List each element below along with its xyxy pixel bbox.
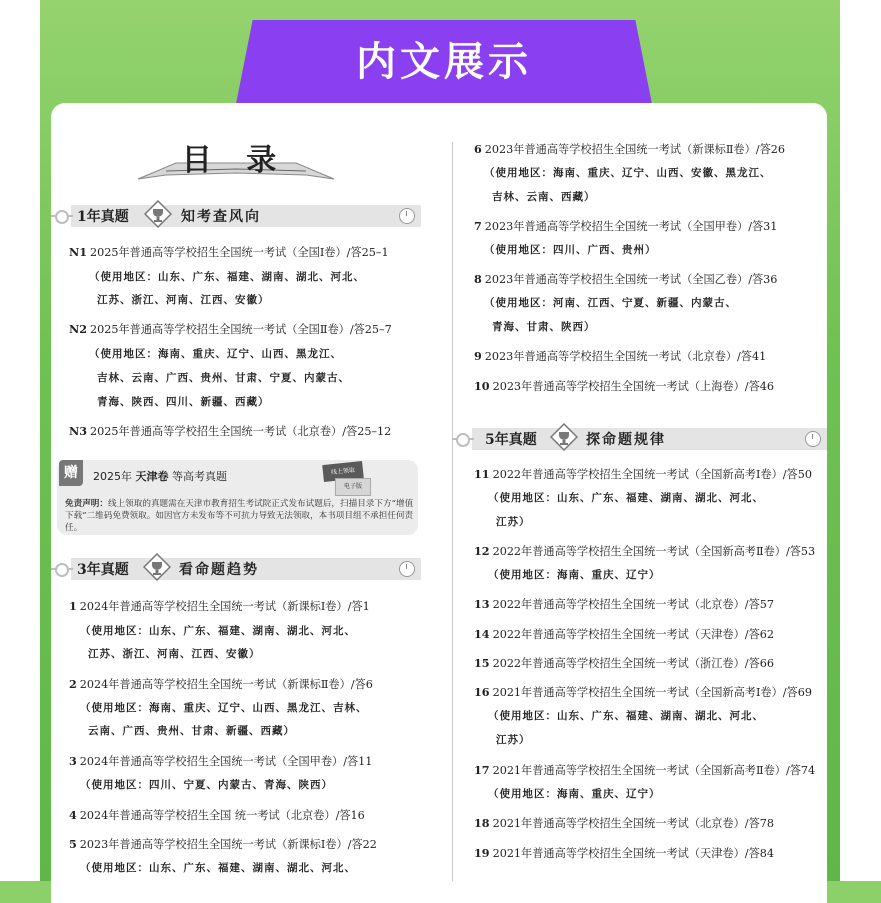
toc-entry-8: 8 2023年普通高等学校招生全国统一考试（全国乙卷）/答36 <box>474 272 778 286</box>
section-label: 5年真题 <box>485 432 537 448</box>
usage-regions: （使用地区：海南、重庆、辽宁、山西、安徽、黑龙江、 <box>484 167 772 179</box>
usage-regions: 青海、陕西、四川、新疆、西藏） <box>97 396 270 408</box>
usage-regions: 云南、广西、贵州、甘肃、新疆、西藏） <box>88 725 295 737</box>
trophy-badge-icon <box>550 423 578 451</box>
toc-entry-3: 3 2024年普通高等学校招生全国统一考试（全国甲卷）/答11 <box>69 754 373 768</box>
section-label: 1年真题 <box>77 209 129 225</box>
usage-regions: （使用地区：山东、广东、福建、湖南、湖北、河北、 <box>80 862 356 874</box>
clock-icon <box>805 431 821 447</box>
toc-entry-10: 10 2023年普通高等学校招生全国统一考试（上海卷）/答46 <box>474 379 774 393</box>
section-header-1yr <box>51 205 421 227</box>
usage-regions: （使用地区：山东、广东、福建、湖南、湖北、河北、 <box>80 625 356 637</box>
clock-icon <box>399 561 415 577</box>
toc-entry-9: 9 2023年普通高等学校招生全国统一考试（北京卷）/答41 <box>474 349 767 363</box>
usage-regions: 吉林、云南、西藏） <box>492 191 596 203</box>
usage-regions: 江苏） <box>496 734 531 746</box>
gift-notice-box <box>57 460 418 535</box>
usage-regions: （使用地区：海南、重庆、辽宁、山西、黑龙江、 <box>89 348 342 360</box>
usage-regions: （使用地区：河南、江西、宁夏、新疆、内蒙古、 <box>484 297 737 309</box>
toc-title: 目 录 <box>181 143 289 178</box>
toc-entry-n1: N1 2025年普通高等学校招生全国统一考试（全国Ⅰ卷）/答25–1 <box>69 245 389 259</box>
usage-regions: （使用地区：四川、广西、贵州） <box>484 244 657 256</box>
toc-entry-13: 13 2022年普通高等学校招生全国统一考试（北京卷）/答57 <box>474 597 774 611</box>
toc-entry-11: 11 2022年普通高等学校招生全国统一考试（全国新高考Ⅰ卷）/答50 <box>474 467 812 481</box>
section-header-3yr <box>51 558 421 580</box>
digital-stamp: 电子版 <box>335 478 371 496</box>
section-subtitle: 探命题规律 <box>586 432 666 448</box>
trophy-badge-icon <box>144 200 172 228</box>
online-stamp: 线上领取 <box>322 461 364 482</box>
toc-entry-n3: N3 2025年普通高等学校招生全国统一考试（北京卷）/答25–12 <box>69 424 392 438</box>
gift-title: 2025年 天津卷 等高考真题 <box>93 470 227 483</box>
usage-regions: 江苏、浙江、河南、江西、安徽） <box>88 648 261 660</box>
trophy-badge-icon <box>143 553 171 581</box>
toc-entry-17: 17 2021年普通高等学校招生全国统一考试（全国新高考Ⅱ卷）/答74 <box>474 763 816 777</box>
section-dot-icon <box>55 563 69 577</box>
disclaimer-text: 免责声明：线上领取的真题需在天津市教育招生考试院正式发布试题后，扫描目录下方“增值下载”二维码免费领取。如因官方未发布等不可抗力导致无法领取，本书项目组不承担任何责任。 <box>65 499 414 533</box>
toc-heading <box>140 135 340 183</box>
usage-regions: （使用地区：山东、广东、福建、湖南、湖北、河北、 <box>89 271 365 283</box>
toc-entry-7: 7 2023年普通高等学校招生全国统一考试（全国甲卷）/答31 <box>474 219 778 233</box>
usage-regions: 青海、甘肃、陕西） <box>492 321 596 333</box>
usage-regions: 吉林、云南、广西、贵州、甘肃、宁夏、内蒙古、 <box>97 372 350 384</box>
toc-entry-1: 1 2024年普通高等学校招生全国统一考试（新课标Ⅰ卷）/答1 <box>69 599 370 613</box>
column-divider <box>452 142 453 881</box>
toc-entry-6: 6 2023年普通高等学校招生全国统一考试（新课标Ⅱ卷）/答26 <box>474 142 786 156</box>
usage-regions: （使用地区：山东、广东、福建、湖南、湖北、河北、 <box>488 492 764 504</box>
usage-regions: 江苏、浙江、河南、江西、安徽） <box>97 294 270 306</box>
right-margin <box>840 0 881 881</box>
banner-title: 内文展示 <box>356 39 532 85</box>
toc-entry-n2: N2 2025年普通高等学校招生全国统一考试（全国Ⅱ卷）/答25–7 <box>69 322 392 336</box>
toc-entry-16: 16 2021年普通高等学校招生全国统一考试（全国新高考Ⅰ卷）/答69 <box>474 685 812 699</box>
toc-entry-4: 4 2024年普通高等学校招生全国 统一考试（北京卷）/答16 <box>69 808 365 822</box>
section-subtitle: 知考查风向 <box>181 209 261 225</box>
section-dot-icon <box>55 210 69 224</box>
toc-entry-14: 14 2022年普通高等学校招生全国统一考试（天津卷）/答62 <box>474 627 774 641</box>
toc-entry-12: 12 2022年普通高等学校招生全国统一考试（全国新高考Ⅱ卷）/答53 <box>474 544 816 558</box>
toc-entry-15: 15 2022年普通高等学校招生全国统一考试（浙江卷）/答66 <box>474 656 774 670</box>
gift-tag: 赠 <box>59 460 83 486</box>
toc-entry-18: 18 2021年普通高等学校招生全国统一考试（北京卷）/答78 <box>474 816 774 830</box>
left-margin <box>0 0 40 881</box>
usage-regions: 江苏） <box>496 516 531 528</box>
section-dot-icon <box>456 433 470 447</box>
toc-entry-2: 2 2024年普通高等学校招生全国统一考试（新课标Ⅱ卷）/答6 <box>69 677 373 691</box>
section-header-5yr <box>452 428 827 450</box>
section-subtitle: 看命题趋势 <box>179 562 259 578</box>
section-label: 3年真题 <box>77 562 129 578</box>
toc-entry-5: 5 2023年普通高等学校招生全国统一考试（新课标Ⅰ卷）/答22 <box>69 837 377 851</box>
toc-entry-19: 19 2021年普通高等学校招生全国统一考试（天津卷）/答84 <box>474 846 774 860</box>
usage-regions: （使用地区：四川、宁夏、内蒙古、青海、陕西） <box>80 779 333 791</box>
usage-regions: （使用地区：海南、重庆、辽宁） <box>488 569 661 581</box>
clock-icon <box>399 208 415 224</box>
usage-regions: （使用地区：海南、重庆、辽宁） <box>488 788 661 800</box>
usage-regions: （使用地区：海南、重庆、辽宁、山西、黑龙江、吉林、 <box>80 702 368 714</box>
usage-regions: （使用地区：山东、广东、福建、湖南、湖北、河北、 <box>488 710 764 722</box>
